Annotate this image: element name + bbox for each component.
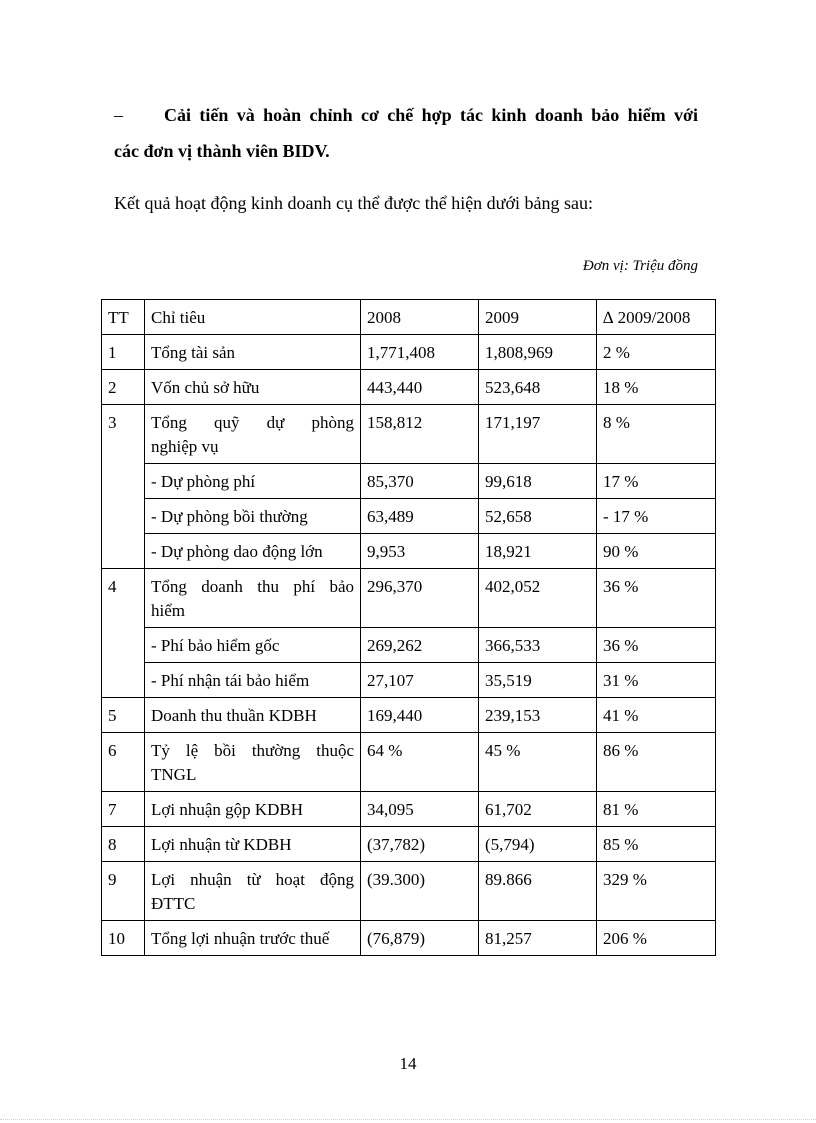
unit-note: Đơn vị: Triệu đồng — [582, 258, 698, 274]
value-delta: 31 % — [597, 663, 716, 698]
table-row — [102, 534, 716, 569]
indicator-label — [145, 862, 361, 921]
value-2009: 239,153 — [479, 698, 597, 733]
indicator-label: Tổng lợi nhuận trước thuế — [145, 921, 361, 956]
bullet-dash: – — [114, 105, 123, 125]
table-row — [102, 862, 716, 921]
value-delta: 17 % — [597, 464, 716, 499]
indicator-label-line-1: Lợi nhuận từ hoạt động — [151, 870, 354, 889]
value-2008: 1,771,408 — [361, 335, 479, 370]
value-delta: 2 % — [597, 335, 716, 370]
table-row — [102, 733, 716, 792]
value-2009: 1,808,969 — [479, 335, 597, 370]
table-row — [102, 792, 716, 827]
row-number: 4 — [102, 569, 145, 698]
value-delta: 206 % — [597, 921, 716, 956]
header-delta: ∆ 2009/2008 — [597, 300, 716, 335]
indicator-label-line-1: Tổng quỹ dự phòng — [151, 413, 354, 432]
indicator-label — [145, 405, 361, 464]
table-row — [102, 663, 716, 698]
value-2009: 35,519 — [479, 663, 597, 698]
row-number: 3 — [102, 405, 145, 569]
table-row — [102, 499, 716, 534]
value-delta: 329 % — [597, 862, 716, 921]
value-2008: 34,095 — [361, 792, 479, 827]
indicator-label: - Dự phòng dao động lớn — [145, 534, 361, 569]
value-2009: 18,921 — [479, 534, 597, 569]
value-2009: 89.866 — [479, 862, 597, 921]
intro-paragraph: Kết quả hoạt động kinh doanh cụ thể được thể hiện dưới bảng sau: — [114, 193, 593, 213]
header-2008: 2008 — [361, 300, 479, 335]
table-row — [102, 464, 716, 499]
value-2008: 85,370 — [361, 464, 479, 499]
table-row — [102, 698, 716, 733]
page-bottom-divider — [0, 1119, 816, 1120]
value-delta: 8 % — [597, 405, 716, 464]
indicator-label-line-2: hiểm — [151, 601, 185, 620]
value-2009: 402,052 — [479, 569, 597, 628]
bullet-line-1 — [114, 104, 698, 126]
row-number: 7 — [102, 792, 145, 827]
row-number: 5 — [102, 698, 145, 733]
value-2009: 99,618 — [479, 464, 597, 499]
page-number: 14 — [399, 1054, 417, 1073]
results-table-body — [102, 300, 716, 956]
value-2008: 27,107 — [361, 663, 479, 698]
indicator-label: - Phí bảo hiểm gốc — [145, 628, 361, 663]
value-2008: 64 % — [361, 733, 479, 792]
indicator-label: - Dự phòng phí — [145, 464, 361, 499]
value-delta: 81 % — [597, 792, 716, 827]
row-number: 1 — [102, 335, 145, 370]
value-delta: 41 % — [597, 698, 716, 733]
indicator-label: Tổng tài sản — [145, 335, 361, 370]
row-number: 6 — [102, 733, 145, 792]
value-2009: 523,648 — [479, 370, 597, 405]
row-number: 9 — [102, 862, 145, 921]
indicator-label: Doanh thu thuần KDBH — [145, 698, 361, 733]
value-delta: 18 % — [597, 370, 716, 405]
value-2008: 169,440 — [361, 698, 479, 733]
indicator-label-line-2: ĐTTC — [151, 894, 196, 913]
value-2008: 296,370 — [361, 569, 479, 628]
table-row — [102, 370, 716, 405]
value-2009: (5,794) — [479, 827, 597, 862]
value-2008: 63,489 — [361, 499, 479, 534]
value-2008: (39.300) — [361, 862, 479, 921]
indicator-label: - Dự phòng bồi thường — [145, 499, 361, 534]
value-delta: 36 % — [597, 569, 716, 628]
table-row — [102, 921, 716, 956]
results-table — [101, 299, 716, 956]
value-2008: 269,262 — [361, 628, 479, 663]
indicator-label-line-2: nghiệp vụ — [151, 437, 219, 456]
value-delta: - 17 % — [597, 499, 716, 534]
bullet-text-1: Cải tiến và hoàn chỉnh cơ chế hợp tác kinh doanh bảo hiểm với — [164, 105, 698, 125]
row-number: 8 — [102, 827, 145, 862]
indicator-label-line-1: Tỷ lệ bồi thường thuộc — [151, 741, 354, 760]
value-delta: 85 % — [597, 827, 716, 862]
value-delta: 86 % — [597, 733, 716, 792]
row-number: 2 — [102, 370, 145, 405]
bullet-line-2: các đơn vị thành viên BIDV. — [114, 141, 330, 161]
table-row — [102, 628, 716, 663]
indicator-label: Vốn chủ sở hữu — [145, 370, 361, 405]
table-row — [102, 569, 716, 628]
value-delta: 36 % — [597, 628, 716, 663]
value-2008: (37,782) — [361, 827, 479, 862]
table-header-row — [102, 300, 716, 335]
value-2008: (76,879) — [361, 921, 479, 956]
value-delta: 90 % — [597, 534, 716, 569]
indicator-label-line-2: TNGL — [151, 765, 197, 784]
table-row — [102, 405, 716, 464]
value-2009: 61,702 — [479, 792, 597, 827]
value-2009: 366,533 — [479, 628, 597, 663]
table-row — [102, 335, 716, 370]
row-number: 10 — [102, 921, 145, 956]
value-2009: 81,257 — [479, 921, 597, 956]
indicator-label-line-1: Tổng doanh thu phí bảo — [151, 577, 354, 596]
value-2009: 45 % — [479, 733, 597, 792]
value-2008: 9,953 — [361, 534, 479, 569]
value-2008: 158,812 — [361, 405, 479, 464]
value-2008: 443,440 — [361, 370, 479, 405]
indicator-label — [145, 733, 361, 792]
value-2009: 171,197 — [479, 405, 597, 464]
indicator-label: Lợi nhuận gộp KDBH — [145, 792, 361, 827]
header-tt: TT — [102, 300, 145, 335]
header-indicator: Chỉ tiêu — [145, 300, 361, 335]
table-row — [102, 827, 716, 862]
indicator-label: - Phí nhận tái bảo hiểm — [145, 663, 361, 698]
indicator-label: Lợi nhuận từ KDBH — [145, 827, 361, 862]
indicator-label — [145, 569, 361, 628]
header-2009: 2009 — [479, 300, 597, 335]
value-2009: 52,658 — [479, 499, 597, 534]
